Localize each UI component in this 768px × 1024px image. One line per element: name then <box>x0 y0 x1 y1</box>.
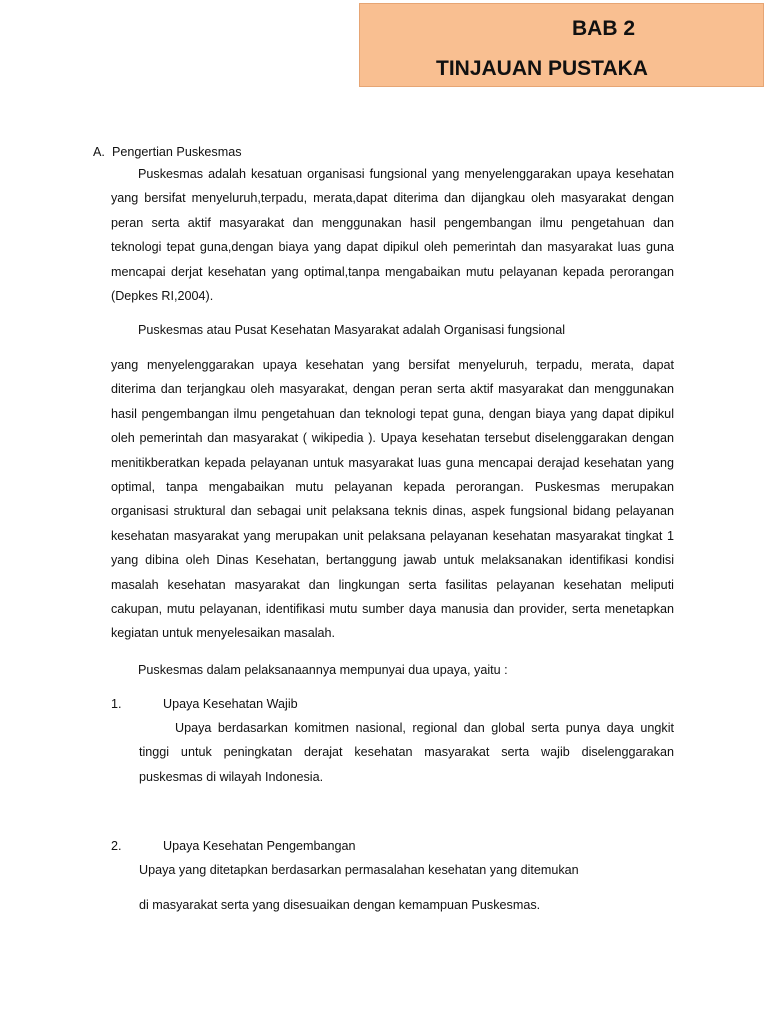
section-title: Pengertian Puskesmas <box>112 145 242 159</box>
chapter-number: BAB 2 <box>572 17 636 40</box>
section-letter: A. <box>93 145 105 159</box>
paragraph-intro-line: Puskesmas atau Pusat Kesehatan Masyarakat adalah Organisasi fungsional <box>138 323 566 337</box>
chapter-header-box <box>359 3 764 87</box>
list-title: Upaya Kesehatan Pengembangan <box>163 839 356 853</box>
section-heading <box>93 140 242 164</box>
chapter-title: TINJAUAN PUSTAKA <box>436 57 648 80</box>
paragraph-two-efforts: Puskesmas dalam pelaksanaannya mempunyai dua upaya, yaitu : <box>138 663 508 677</box>
list-number: 1. <box>111 697 122 711</box>
paragraph-description: yang menyelenggarakan upaya kesehatan yang bersifat menyeluruh, terpadu, merata, dapat diterima dan terjangkau oleh masyarakat, dengan peran serta aktif masyarakat dan menggunakan hasil pengembangan ilmu pengetahuan dan teknologi tepat guna, dengan biaya yang dapat dipikul oleh pemerintah dan masyarakat ( wikipedia ). Upaya kesehatan tersebut diselenggarakan dengan menitikberatkan kepada pelayanan untuk masyarakat luas guna mencapai derajad kesehatan yang optimal, tanpa mengabaikan mutu pelayanan kepada perorangan. Puskesmas merupakan organisasi struktural dan sebagai unit pelaksana teknis dinas, aspek fungsional bidang pelayanan kesehatan masyarakat yang merupakan unit pelaksana pelayanan kesehatan masyarakat tingkat 1 yang dibina oleh Dinas Kesehatan, bertanggung jawab untuk melaksanakan identifikasi kondisi masalah kesehatan masyarakat dan lingkungan serta fasilitas pelayanan kesehatan meliputi cakupan, mutu pelayanan, identifikasi mutu sumber daya manusia dan provider, serta menetapkan kegiatan untuk menyelesaikan masalah. <box>111 358 674 641</box>
list-title: Upaya Kesehatan Wajib <box>163 697 298 711</box>
list-item-2-body-line2: di masyarakat serta yang disesuaikan dengan kemampuan Puskesmas. <box>139 898 541 912</box>
list-item-1-body: Upaya berdasarkan komitmen nasional, regional dan global serta punya daya ungkit tinggi untuk peningkatan derajat kesehatan masyarakat serta wajib diselenggarakan puskesmas di wilayah Indonesia. <box>139 721 674 784</box>
paragraph-definition: Puskesmas adalah kesatuan organisasi fungsional yang menyelenggarakan upaya kesehatan yang bersifat menyeluruh,terpadu, merata,dapat diterima dan dijangkau oleh masyarakat dengan peran serta aktif masyarakat dan menggunakan hasil pengembangan ilmu pengetahuan dan teknologi tepat guna,dengan biaya yang dapat dipikul oleh pemerintah dan masyarakat luas guna mencapai derjat kesehatan yang optimal,tanpa mengabaikan mutu pelayanan kepada perorangan (Depkes RI,2004). <box>111 167 674 304</box>
list-item-2-body-line1: Upaya yang ditetapkan berdasarkan permasalahan kesehatan yang ditemukan <box>139 863 579 877</box>
list-number: 2. <box>111 839 122 853</box>
